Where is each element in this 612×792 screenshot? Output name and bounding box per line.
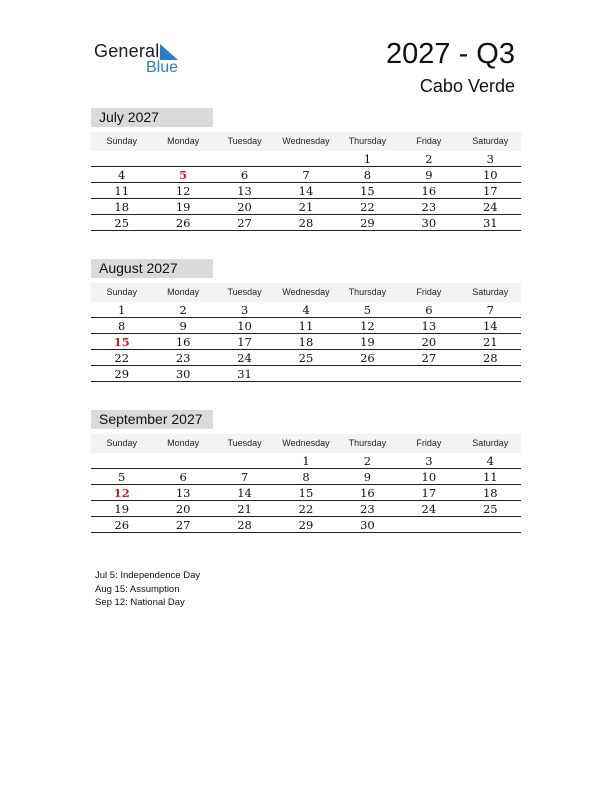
month-grid	[91, 453, 521, 533]
week-row	[91, 453, 521, 469]
day-cell: 4	[118, 168, 126, 182]
week-row	[91, 151, 521, 167]
country-name: Cabo Verde	[419, 76, 515, 96]
week-row	[91, 501, 521, 517]
weekday-label: Friday	[416, 287, 442, 297]
month-block-july	[91, 108, 521, 231]
day-cell: 4	[302, 303, 310, 317]
day-cell: 31	[482, 216, 498, 230]
logo-triangle-icon	[160, 44, 178, 60]
empty-day-cell	[152, 453, 213, 469]
empty-day-cell	[460, 517, 521, 533]
day-cell: 12	[360, 319, 375, 333]
day-cell: 11	[298, 319, 314, 333]
day-cell: 28	[482, 351, 498, 365]
day-cell: 27	[175, 518, 191, 532]
day-cell: 8	[118, 319, 126, 333]
day-cell: 25	[114, 216, 130, 230]
day-cell: 19	[175, 200, 191, 214]
month-grid	[91, 302, 521, 382]
month-block-august	[91, 259, 521, 382]
logo	[94, 40, 204, 80]
day-cell: 18	[482, 486, 498, 500]
month-label: August 2027	[91, 259, 213, 278]
day-cell: 28	[237, 518, 252, 532]
logo-text-general: General	[94, 41, 160, 61]
day-cell: 25	[482, 502, 498, 516]
empty-day-cell	[91, 151, 152, 167]
weekday-label: Tuesday	[227, 438, 262, 448]
day-cell: 3	[240, 303, 249, 317]
day-cell: 21	[237, 502, 252, 516]
empty-day-cell	[214, 151, 275, 167]
empty-day-cell	[275, 366, 336, 382]
day-cell: 28	[298, 216, 314, 230]
day-cell: 10	[237, 319, 252, 333]
empty-day-cell	[398, 517, 459, 533]
holiday-day-cell: 5	[179, 168, 188, 182]
empty-day-cell	[275, 151, 336, 167]
day-cell: 16	[360, 486, 375, 500]
page-title: 2027 - Q3	[386, 38, 515, 70]
day-cell: 9	[363, 470, 372, 484]
day-cell: 17	[237, 335, 252, 349]
day-cell: 30	[360, 518, 375, 532]
empty-day-cell	[152, 151, 213, 167]
weekday-label: Thursday	[348, 438, 387, 448]
empty-day-cell	[91, 453, 152, 469]
day-cell: 23	[175, 351, 191, 365]
day-cell: 29	[114, 367, 130, 381]
day-cell: 13	[421, 319, 437, 333]
day-cell: 31	[237, 367, 252, 381]
weekday-label: Friday	[416, 438, 442, 448]
week-row	[91, 334, 521, 350]
weekday-label: Wednesday	[282, 438, 330, 448]
weekday-label: Friday	[416, 136, 442, 146]
day-cell: 24	[482, 200, 498, 214]
day-cell: 1	[363, 152, 372, 166]
day-cell: 22	[114, 351, 130, 365]
holiday-day-cell: 12	[113, 486, 130, 500]
holiday-day-cell: 15	[113, 335, 130, 349]
day-cell: 24	[421, 502, 437, 516]
weekday-label: Sunday	[106, 287, 137, 297]
day-cell: 11	[482, 470, 498, 484]
weekday-label: Tuesday	[227, 136, 262, 146]
week-row	[91, 517, 521, 533]
day-cell: 30	[421, 216, 437, 230]
empty-day-cell	[337, 366, 398, 382]
day-cell: 10	[421, 470, 437, 484]
day-cell: 5	[363, 303, 372, 317]
day-cell: 15	[298, 486, 314, 500]
week-row	[91, 302, 521, 318]
day-cell: 9	[179, 319, 187, 333]
week-row	[91, 350, 521, 366]
day-cell: 15	[360, 184, 375, 198]
week-row	[91, 318, 521, 334]
day-cell: 23	[360, 502, 375, 516]
day-cell: 25	[298, 351, 314, 365]
week-row	[91, 215, 521, 231]
day-cell: 6	[240, 168, 249, 182]
day-cell: 9	[425, 168, 433, 182]
day-cell: 29	[360, 216, 375, 230]
day-cell: 1	[302, 454, 310, 468]
month-label: September 2027	[91, 410, 213, 429]
day-cell: 17	[482, 184, 498, 198]
day-cell: 13	[237, 184, 252, 198]
holiday-entry: Jul 5: Independence Day	[95, 570, 201, 581]
day-cell: 10	[482, 168, 498, 182]
weekday-label: Sunday	[106, 136, 137, 146]
day-cell: 20	[421, 335, 437, 349]
day-cell: 3	[486, 152, 494, 166]
day-cell: 11	[114, 184, 130, 198]
day-cell: 2	[179, 303, 187, 317]
weekday-label: Thursday	[348, 136, 387, 146]
day-cell: 7	[302, 168, 310, 182]
weekday-label: Wednesday	[282, 136, 330, 146]
day-cell: 14	[298, 184, 314, 198]
holiday-list	[95, 569, 200, 610]
day-cell: 20	[237, 200, 252, 214]
day-cell: 26	[114, 518, 130, 532]
day-cell: 6	[179, 470, 187, 484]
day-cell: 7	[486, 303, 494, 317]
day-cell: 26	[360, 351, 375, 365]
weekday-label: Sunday	[106, 438, 137, 448]
empty-day-cell	[398, 366, 459, 382]
month-block-september	[91, 410, 521, 533]
weekday-label: Tuesday	[227, 287, 262, 297]
logo-text-blue: Blue	[146, 59, 179, 76]
empty-day-cell	[214, 453, 275, 469]
day-cell: 14	[482, 319, 498, 333]
day-cell: 4	[486, 454, 494, 468]
day-cell: 16	[175, 335, 191, 349]
day-cell: 2	[363, 454, 372, 468]
weekday-label: Saturday	[472, 438, 509, 448]
week-row	[91, 167, 521, 183]
day-cell: 21	[482, 335, 498, 349]
weekday-header	[91, 434, 521, 453]
day-cell: 12	[175, 184, 191, 198]
weekday-label: Monday	[167, 136, 200, 146]
day-cell: 5	[118, 470, 126, 484]
day-cell: 16	[421, 184, 437, 198]
day-cell: 8	[302, 470, 310, 484]
weekday-label: Monday	[167, 287, 200, 297]
day-cell: 17	[421, 486, 437, 500]
weekday-header	[91, 283, 521, 302]
month-label: July 2027	[91, 108, 213, 127]
day-cell: 8	[363, 168, 372, 182]
day-cell: 13	[175, 486, 191, 500]
weekday-label: Saturday	[472, 287, 509, 297]
day-cell: 19	[360, 335, 375, 349]
weekday-label: Monday	[167, 438, 200, 448]
week-row	[91, 469, 521, 485]
day-cell: 21	[298, 200, 314, 214]
holiday-entry: Aug 15: Assumption	[95, 583, 180, 595]
day-cell: 26	[175, 216, 191, 230]
day-cell: 24	[237, 351, 252, 365]
day-cell: 22	[360, 200, 375, 214]
day-cell: 18	[114, 200, 130, 214]
holiday-entry: Sep 12: National Day	[95, 597, 185, 608]
day-cell: 7	[240, 470, 249, 484]
week-row	[91, 199, 521, 215]
week-row	[91, 183, 521, 199]
day-cell: 27	[421, 351, 437, 365]
day-cell: 30	[175, 367, 191, 381]
weekday-label: Wednesday	[282, 287, 330, 297]
weekday-label: Thursday	[348, 287, 387, 297]
weekday-header	[91, 132, 521, 151]
day-cell: 1	[118, 303, 126, 317]
month-grid	[91, 151, 521, 231]
day-cell: 23	[421, 200, 437, 214]
week-row	[91, 485, 521, 501]
day-cell: 18	[298, 335, 314, 349]
day-cell: 20	[175, 502, 191, 516]
day-cell: 22	[298, 502, 314, 516]
day-cell: 6	[425, 303, 433, 317]
weekday-label: Saturday	[472, 136, 509, 146]
day-cell: 29	[298, 518, 314, 532]
week-row	[91, 366, 521, 382]
day-cell: 14	[237, 486, 252, 500]
day-cell: 3	[425, 454, 433, 468]
day-cell: 2	[425, 152, 433, 166]
empty-day-cell	[460, 366, 521, 382]
day-cell: 19	[114, 502, 130, 516]
day-cell: 27	[237, 216, 252, 230]
